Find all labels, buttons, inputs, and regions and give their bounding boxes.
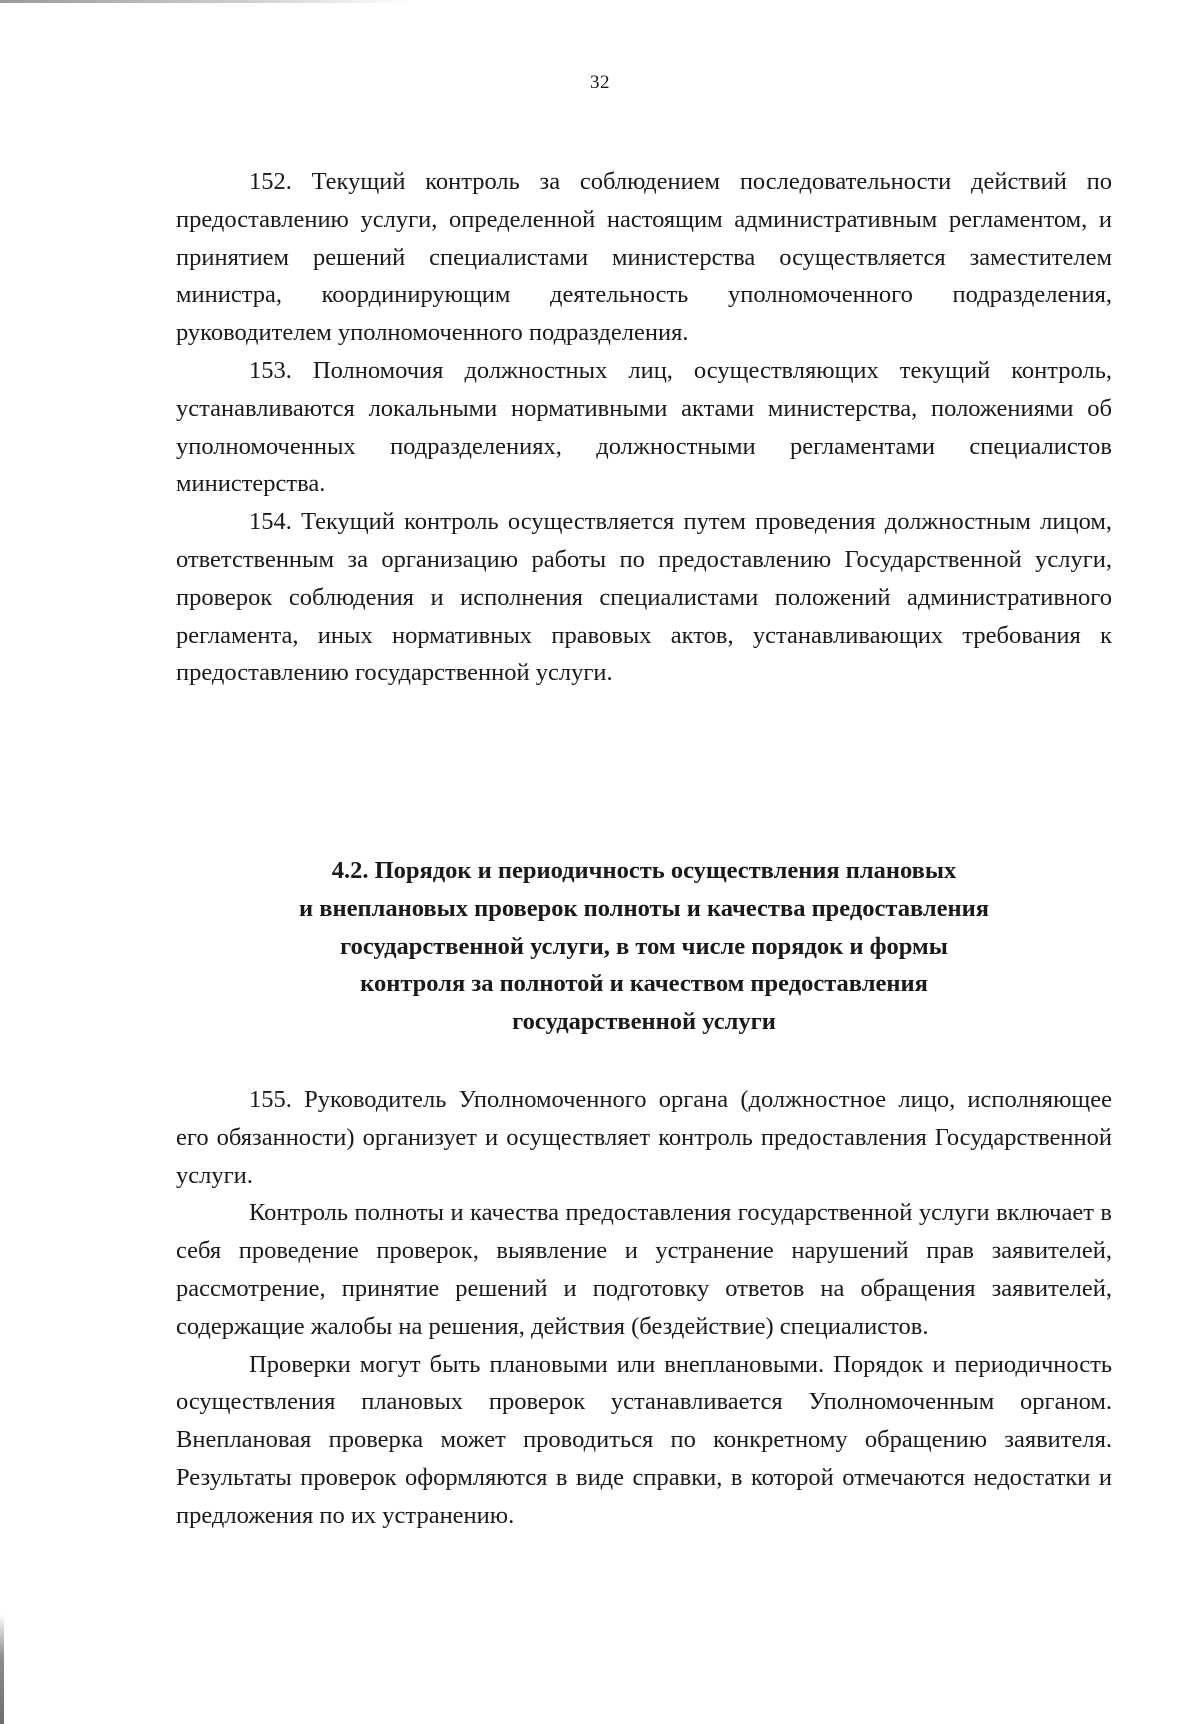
- heading-line: государственной услуги, в том числе порядок и формы: [340, 932, 948, 960]
- paragraph-inspections: Проверки могут быть плановыми или внеплановыми. Порядок и периодичность осуществления плановых проверок устанавливается Уполномоченным органом. Внеплановая проверка может проводиться по конкретному обращению заявителя. Результаты проверок оформляются в виде справки, в которой отмечаются недостатки и предложения по их устранению.: [176, 1350, 1112, 1529]
- heading-line: контроля за полнотой и качеством предоставления: [360, 970, 928, 998]
- paragraph-153: 153. Полномочия должностных лиц, осуществляющих текущий контроль, устанавливаются локальными нормативными актами министерства, положениями об уполномоченных подразделениях, должностными регламентами специалистов министерства.: [176, 356, 1112, 498]
- paragraph-152: 152. Текущий контроль за соблюдением последовательности действий по предоставлению услуги, определенной настоящим административным регламентом, и принятием решений специалистами министерства осуществляется заместителем министра, координирующим деятельность уполномоченного подразделения, руководителем уполномоченного подразделения.: [176, 168, 1112, 347]
- paragraph-155: 155. Руководитель Уполномоченного органа (должностное лицо, исполняющее его обязанности) организует и осуществляет контроль предоставления Государственной услуги.: [176, 1086, 1112, 1189]
- paragraph-154: 154. Текущий контроль осуществляется путем проведения должностным лицом, ответственным за организацию работы по предоставлению Государственной услуги, проверок соблюдения и исполнения специалистами положений административного регламента, иных нормативных правовых актов, устанавливающих требования к предоставлению государственной услуги.: [176, 508, 1112, 687]
- section-paragraphs-top: [176, 163, 1112, 692]
- scan-edge-top: [0, 0, 410, 3]
- section-paragraphs-bottom: [176, 1081, 1112, 1535]
- section-heading-4-2: [176, 852, 1112, 1041]
- heading-line: 4.2. Порядок и периодичность осуществления плановых: [331, 857, 957, 884]
- scan-edge-left: [0, 1614, 4, 1724]
- page-number: 32: [590, 72, 610, 93]
- heading-line: государственной услуги: [512, 1008, 776, 1036]
- heading-line: и внеплановых проверок полноты и качества предоставления: [299, 894, 989, 922]
- paragraph-control-scope: Контроль полноты и качества предоставления государственной услуги включает в себя проведение проверок, выявление и устранение нарушений прав заявителей, рассмотрение, принятие решений и подготовку ответов на обращения заявителей, содержащие жалобы на решения, действия (бездействие) специалистов.: [176, 1199, 1112, 1340]
